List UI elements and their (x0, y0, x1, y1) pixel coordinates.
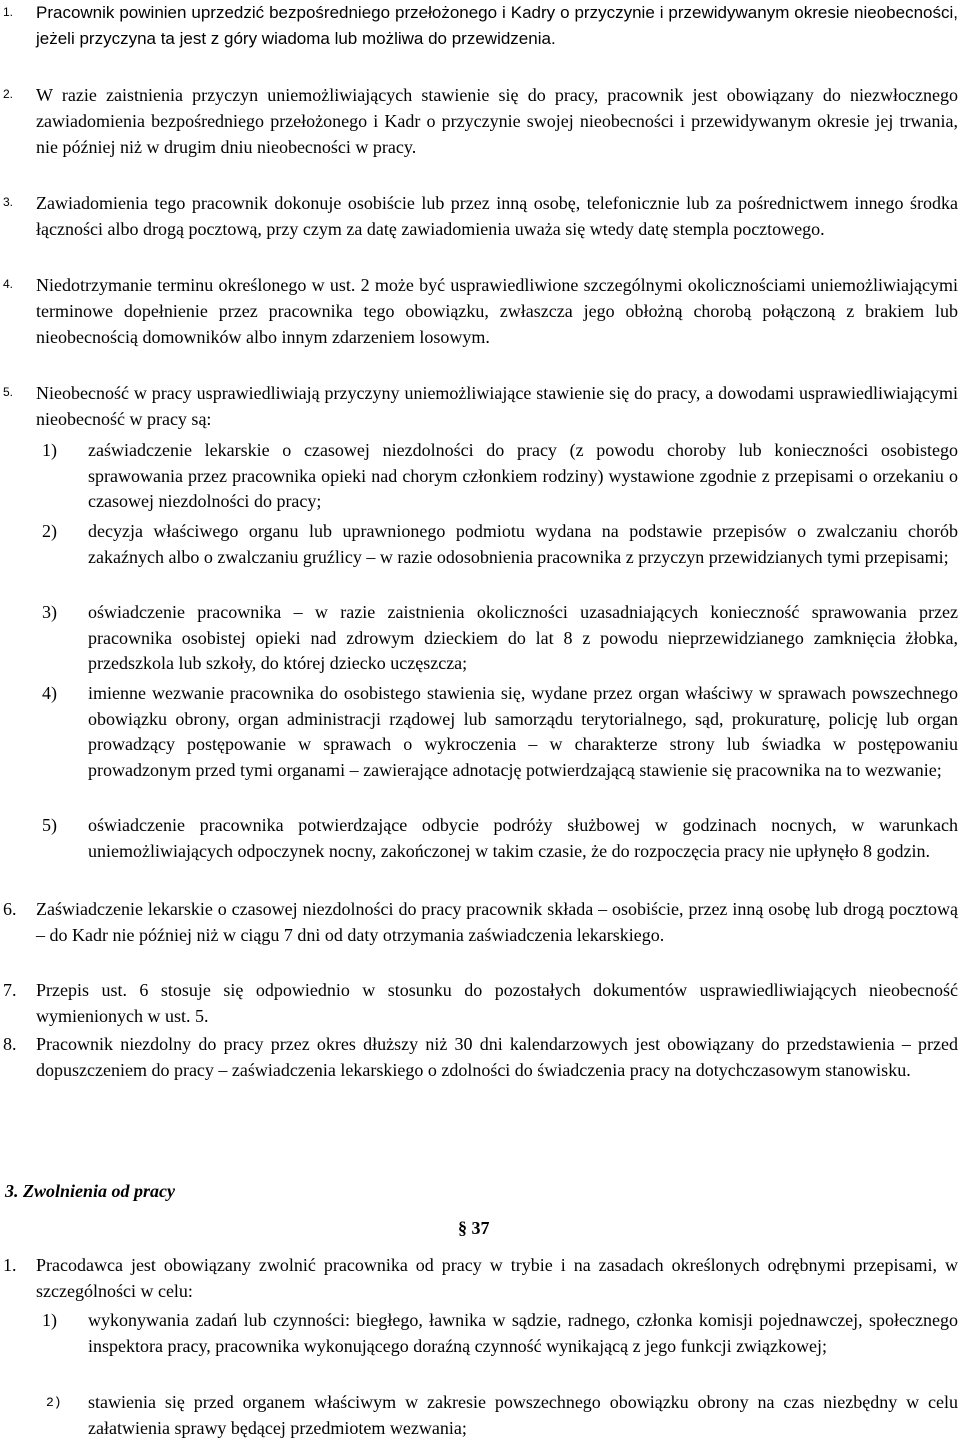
list-item (0, 380, 958, 432)
sub-list-item (0, 1390, 958, 1441)
sub-item-number: 1) (42, 440, 57, 460)
item-number: 5. (3, 385, 14, 399)
sub-list-item (0, 681, 958, 783)
sub-item-text: imienne wezwanie pracownika do osobistego stawienia się, wydane przez organ właściwy w sprawach powszechnego obowiązku obrony, organ administracji rządowej lub samorządu terytorialnego, sąd, prokuraturę, policję lub organ prowadzący postępowanie w sprawach o wykroczenia – w charakterze strony lub świadka w postępowaniu prowadzonym przed tymi organami – zawierające adnotację potwierdzającą stawienie się pracownika na to wezwanie; (88, 683, 958, 780)
sub-item-text: stawienia się przed organem właściwym w zakresie powszechnego obowiązku obrony na czas niezbędny w celu załatwienia sprawy będącej przedmiotem wezwania; (88, 1392, 958, 1438)
item-number: 8. (3, 1034, 17, 1054)
item-text: Zawiadomienia tego pracownik dokonuje osobiście lub przez inną osobę, telefonicznie lub za pośrednictwem innego środka łączności albo drogą pocztową, przy czym za datę zawiadomienia uważa się wtedy datę stempla pocztowego. (36, 193, 958, 239)
sub-item-text: decyzja właściwego organu lub uprawnionego podmiotu wydana na podstawie przepisów o zwalczaniu chorób zakaźnych albo o zwalczaniu gruźlicy – w razie odosobnienia pracownika z przyczyn przewidzianych tymi przepisami; (88, 521, 958, 567)
sub-list-item (0, 438, 958, 515)
sub-list-item (0, 600, 958, 677)
item-text: Pracownik niezdolny do pracy przez okres dłuższy niż 30 dni kalendarzowych jest obowiązany do przedstawienia – przed dopuszczeniem do pracy – zaświadczenia lekarskiego o zdolności do świadczenia pracy na dotychczasowym stanowisku. (36, 1034, 958, 1080)
sub-item-text: oświadczenie pracownika potwierdzające odbycie podróży służbowej w godzinach nocnych, w warunkach uniemożliwiających odpoczynek nocny, zakończonej w takim czasie, że do rozpoczęcia pracy nie upłynęło 8 godzin. (88, 815, 958, 861)
item-number: 6. (3, 899, 17, 919)
item-text: W razie zaistnienia przyczyn uniemożliwiających stawienie się do pracy, pracownik jest obowiązany do niezwłocznego zawiadomienia bezpośredniego przełożonego i Kadr o przyczynie swojej nieobecności i przewidywanym okresie jej trwania, nie później niż w drugim dniu nieobecności w pracy. (36, 85, 958, 157)
item-text: Nieobecność w pracy usprawiedliwiają przyczyny uniemożliwiające stawienie się do pracy, a dowodami usprawiedliwiającymi nieobecność w pracy są: (36, 383, 958, 429)
list-item (0, 978, 958, 1029)
sub-item-number: 5) (42, 815, 57, 835)
list-item (0, 82, 958, 160)
sub-item-text: wykonywania zadań lub czynności: biegłego, ławnika w sądzie, radnego, członka komisji pojednawczej, społecznego inspektora pracy, pracownika wykonującego doraźną czynność wynikającą z jego funkcji związkowej; (88, 1310, 958, 1356)
item-text: Niedotrzymanie terminu określonego w ust. 2 może być usprawiedliwione szczególnymi okolicznościami uniemożliwiającymi terminowe dopełnienie przez pracownika tego obowiązku, zwłaszcza jego obłożną chorobą połączoną z brakiem lub nieobecnością domowników albo innym zdarzeniem losowym. (36, 275, 958, 347)
sub-list-item (0, 519, 958, 570)
section-number: § 37 (458, 1218, 490, 1238)
sub-item-number: 2) (42, 521, 57, 541)
item-text: Zaświadczenie lekarskie o czasowej niezdolności do pracy pracownik składa – osobiście, przez inną osobę lub drogą pocztową – do Kadr nie później niż w ciągu 7 dni od daty otrzymania zaświadczenia lekarskiego. (36, 899, 958, 945)
sub-item-number: 3) (42, 602, 57, 622)
item-text: Pracodawca jest obowiązany zwolnić pracownika od pracy w trybie i na zasadach określonych odrębnymi przepisami, w szczególności w celu: (36, 1255, 958, 1301)
list-item (0, 272, 958, 350)
item-number: 4. (3, 277, 14, 291)
list-item (0, 897, 958, 948)
item-number: 2. (3, 87, 14, 101)
item-text: Pracownik powinien uprzedzić bezpośredniego przełożonego i Kadry o przyczynie i przewidywanym okresie nieobecności, jeżeli przyczyna ta jest z góry wiadoma lub możliwa do przewidzenia. (36, 3, 958, 48)
sub-list-item (0, 1308, 958, 1359)
sub-item-text: oświadczenie pracownika – w razie zaistnienia okoliczności uzasadniających konieczność sprawowania przez pracownika osobistej opieki nad zdrowym dzieckiem do lat 8 z powodu nieprzewidzianego zamknięcia żłobka, przedszkola lub szkoły, do której dziecko uczęszcza; (88, 602, 958, 673)
sub-item-text: zaświadczenie lekarskie o czasowej niezdolności do pracy (z powodu choroby lub konieczności osobistego sprawowania przez pracownika opieki nad chorym członkiem rodziny) wystawione zgodnie z przepisami o orzekaniu o czasowej niezdolności do pracy; (88, 440, 958, 511)
item-number: 7. (3, 980, 17, 1000)
sub-item-number: 2) (46, 1395, 62, 1410)
list-item (0, 0, 958, 52)
sub-item-number: 1) (42, 1310, 57, 1330)
list-item (0, 190, 958, 242)
item-number: 1. (3, 5, 14, 19)
section-heading: 3. Zwolnienia od pracy (5, 1181, 175, 1201)
item-text: Przepis ust. 6 stosuje się odpowiednio w stosunku do pozostałych dokumentów usprawiedliwiających nieobecność wymienionych w ust. 5. (36, 980, 958, 1026)
list-item (0, 1253, 958, 1304)
sub-list-item (0, 813, 958, 864)
item-number: 3. (3, 195, 14, 209)
list-item (0, 1032, 958, 1083)
sub-item-number: 4) (42, 683, 57, 703)
item-number: 1. (3, 1255, 17, 1275)
